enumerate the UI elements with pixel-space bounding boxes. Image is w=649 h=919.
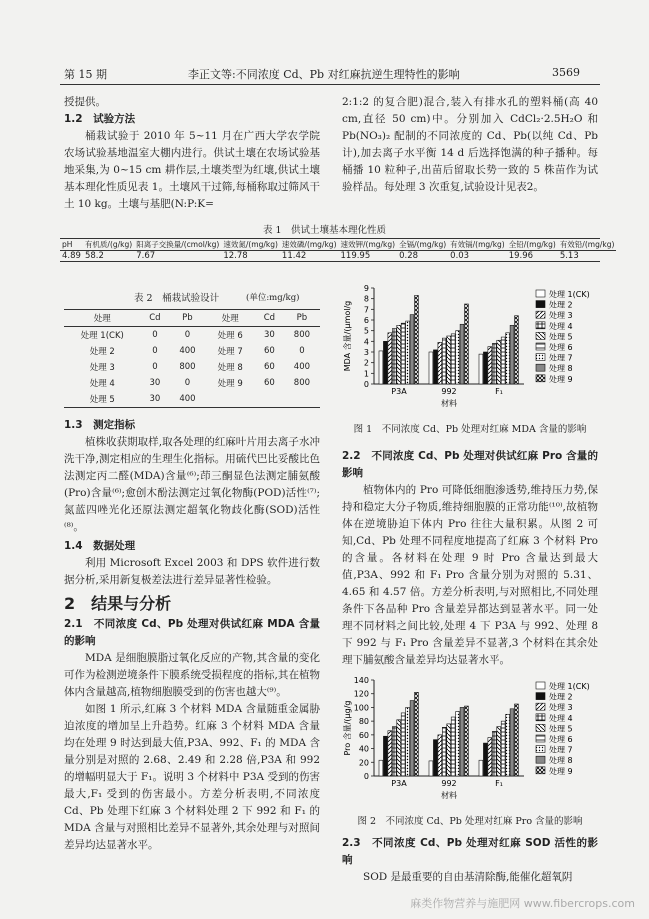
bar: [515, 316, 519, 384]
bar: [415, 692, 419, 776]
y-tick-label: 120: [353, 689, 369, 699]
bar: [397, 720, 401, 776]
legend-swatch: [536, 714, 545, 721]
section-1-3-title: 1.3 测定指标: [64, 419, 136, 431]
bar: [451, 334, 455, 384]
table1-header-cell: 速效氮/(mg/kg): [223, 240, 278, 249]
table2-cell: 处理 5: [89, 395, 115, 405]
table2-cell: 0: [152, 362, 158, 372]
table1-value-cell: 11.42: [281, 251, 307, 261]
bar: [438, 735, 442, 776]
bar: [501, 337, 505, 384]
y-tick-label: 60: [358, 730, 369, 740]
bar: [492, 731, 496, 776]
left-column-top: [64, 94, 320, 213]
legend-label: 处理 5: [549, 332, 573, 342]
bar: [433, 350, 437, 384]
section-2-2-title: 2.2 不同浓度 Cd、Pb 处理对供试红麻 Pro 含量的影响: [342, 450, 598, 479]
bar: [383, 736, 387, 776]
bar: [456, 331, 460, 384]
table2-unit: (单位:mg/kg): [246, 293, 300, 303]
legend-label: 处理 6: [549, 343, 573, 352]
bar: [406, 707, 410, 776]
bar: [488, 738, 492, 776]
table1-header-cell: 速效磷/(mg/kg): [281, 240, 337, 249]
paragraph: 利用 Microsoft Excel 2003 和 DPS 软件进行数据分析,采用新复极差法进行差异显著性检验。: [64, 557, 320, 586]
table2-cell: 处理 6: [217, 331, 243, 341]
table1-value-cell: 58.2: [84, 251, 104, 261]
table2-cell: 处理 9: [217, 379, 243, 389]
y-tick-label: 6: [363, 316, 369, 325]
legend-label: 处理 8: [549, 756, 573, 766]
figure1-caption: 图 1 不同浓度 Cd、Pb 处理对红麻 MDA 含量的影响: [353, 424, 587, 435]
table1-value-cell: 0.28: [399, 251, 419, 261]
table2-header-cell: Cd: [255, 310, 284, 327]
bar: [465, 706, 469, 776]
table2-cell: 0: [152, 330, 158, 340]
section-1-2-title: 1.2 试验方法: [64, 113, 136, 125]
table2-row: [64, 343, 320, 359]
paragraph: 2:1:2 的复合肥)混合,装入有排水孔的塑料桶(高 40 cm,直径 50 cm)中。分别加入 CdCl₂·2.5H₂O 和 Pb(NO₃)₂ 配制的不同浓度的 Cd、Pb(以纯 Cd、Pb 计),加去离子水平衡 14 d 后选择饱满的种子播种。每桶播 10 粒种子,出苗后留取长势一致的 5 株苗作为试验样品。每处理 3 次重复,试验设计见表2。: [342, 96, 598, 193]
table2-cell: 处理 4: [89, 379, 115, 389]
left-column-middle: [64, 417, 320, 854]
legend-label: 处理 8: [549, 364, 573, 374]
bar: [497, 340, 501, 384]
legend-swatch: [536, 767, 545, 774]
figure2-caption: 图 2 不同浓度 Cd、Pb 处理对红麻 Pro 含量的影响: [357, 816, 583, 827]
x-tick-label: 992: [441, 779, 457, 788]
paragraph: 授提供。: [64, 96, 106, 108]
bar: [379, 760, 383, 776]
y-tick-label: 8: [363, 294, 369, 304]
legend-swatch: [536, 354, 545, 361]
legend-swatch: [536, 735, 545, 742]
table1-header-cell: 速效钾/(mg/kg): [340, 240, 396, 249]
legend-label: 处理 2: [549, 300, 573, 310]
bar: [483, 743, 487, 776]
table2-cell: 0: [299, 346, 305, 356]
y-tick-label: 1: [363, 369, 369, 379]
table2-cell: 800: [293, 330, 311, 340]
bar: [401, 713, 405, 776]
paragraph: MDA 是细胞膜脂过氧化反应的产物,其含量的变化可作为检测逆境条件下膜系统受损程度的指标,其在植物体内含量越高,植物细胞膜受到的伤害也越大⁽⁹⁾。: [64, 652, 320, 698]
x-tick-label: F₁: [495, 387, 503, 396]
x-tick-label: F₁: [495, 779, 503, 788]
bar: [410, 315, 414, 384]
table2-header-cell: Cd: [141, 310, 170, 327]
bar: [388, 731, 392, 776]
bar: [429, 761, 433, 776]
bar: [410, 701, 414, 776]
table1-value-cell: 4.89: [62, 251, 81, 261]
x-tick-label: P3A: [391, 387, 407, 396]
table2-header-cell: 处理: [206, 310, 255, 327]
x-axis-label: 材料: [441, 399, 457, 408]
bar: [433, 740, 437, 776]
legend-swatch: [536, 693, 545, 700]
bar: [460, 324, 464, 384]
table1-header-cell: 全铅/(mg/kg): [508, 240, 556, 249]
right-column-top: [342, 94, 598, 196]
header-title: 李正文等:不同浓度 Cd、Pb 对红麻抗逆生理特性的影响: [188, 68, 460, 81]
table1: [60, 238, 615, 262]
bar: [451, 717, 455, 776]
bar: [447, 336, 451, 384]
section-1-4-title: 1.4 数据处理: [64, 540, 136, 552]
bar: [488, 347, 492, 384]
legend-swatch: [536, 746, 545, 753]
y-tick-label: 0: [363, 380, 369, 389]
legend-swatch: [536, 682, 545, 689]
bar: [442, 338, 446, 384]
y-tick-label: 140: [353, 676, 369, 685]
y-tick-label: 0: [363, 772, 369, 781]
y-tick-label: 7: [363, 305, 369, 315]
legend-swatch: [536, 290, 545, 297]
bar: [479, 760, 483, 776]
bar: [379, 351, 383, 384]
table2-cell: [255, 391, 284, 407]
right-column-middle: [342, 448, 598, 669]
paragraph: 桶栽试验于 2010 年 5~11 月在广西大学农学院农场试验基地温室大棚内进行。供试土壤在农场试验基地采集,为 0~15 cm 耕作层,土壤类型为红壤,供试土壤基本理化性质见表 1。土壤风干过筛,每桶称取过筛风干土 10 kg。土壤与基肥(N:P:K=: [64, 130, 320, 210]
table1-value-cell: 19.96: [508, 251, 534, 261]
table2-cell: 800: [293, 378, 311, 388]
table1-header-cell: 全镉/(mg/kg): [399, 240, 447, 249]
legend-label: 处理 9: [549, 374, 573, 384]
section-2-1-title: 2.1 不同浓度 Cd、Pb 处理对供试红麻 MDA 含量的影响: [64, 618, 320, 647]
legend-label: 处理 2: [549, 692, 573, 702]
table2-cell: 处理 1(CK): [80, 331, 124, 341]
bar: [392, 727, 396, 776]
bar: [456, 712, 460, 776]
legend-label: 处理 7: [549, 353, 573, 363]
legend-label: 处理 3: [549, 311, 573, 321]
x-tick-label: P3A: [391, 779, 407, 788]
table2-row: [64, 359, 320, 375]
legend-swatch: [536, 375, 545, 382]
legend-swatch: [536, 756, 545, 763]
table2-cell: 800: [179, 362, 196, 372]
table2-cell: 60: [263, 362, 275, 372]
table2: [64, 309, 320, 408]
bar: [510, 709, 514, 776]
figure2-chart: [340, 674, 602, 806]
table2-caption: 表 2 桶栽试验设计: [134, 293, 220, 304]
bar: [401, 323, 405, 384]
legend-swatch: [536, 301, 545, 308]
legend-label: 处理 1(CK): [549, 290, 590, 299]
y-tick-label: 20: [358, 758, 369, 768]
right-column-bottom: [342, 835, 598, 886]
legend-label: 处理 5: [549, 724, 573, 734]
header-issue: 第 15 期: [64, 68, 107, 81]
bar: [497, 727, 501, 776]
bar: [406, 321, 410, 384]
paragraph: 植株收获期取样,取各处理的红麻叶片用去离子水冲洗干净,测定相应的生理生化指标。用硫代巴比妥酸比色法测定丙二醛(MDA)含量⁽⁶⁾;茚三酮显色法测定脯氨酸(Pro)含量⁽⁶⁾;愈创木酚法测定过氧化物酶(POD)活性⁽⁷⁾;氮蓝四唑光化还原法测定超氧化物歧化酶(SOD)活性⁽⁸⁾。: [64, 436, 320, 533]
table1-header-cell: 阳离子交换量/(cmol/kg): [136, 240, 220, 249]
table1-header-cell: 有效镉/(mg/kg): [450, 240, 505, 249]
table2-header-cell: Pb: [284, 310, 320, 327]
y-tick-label: 9: [363, 284, 369, 293]
section-2-title: 2 结果与分析: [64, 594, 172, 613]
table2-cell: 0: [184, 330, 191, 340]
table1-header-cell: 有机质/(g/kg): [84, 240, 133, 249]
table2-cell: 30: [149, 378, 161, 388]
legend-swatch: [536, 311, 545, 318]
legend-label: 处理 3: [549, 703, 573, 713]
header-page-number: 3569: [552, 66, 580, 79]
legend-swatch: [536, 332, 545, 339]
legend-swatch: [536, 322, 545, 329]
table2-row: [64, 375, 320, 391]
bar: [392, 329, 396, 384]
table2-header-cell: 处理: [64, 310, 141, 327]
y-axis-label: Pro 含量/(μg/g: [343, 700, 352, 756]
legend-swatch: [536, 724, 545, 731]
legend-label: 处理 7: [549, 745, 573, 755]
table1-value-cell: 7.67: [136, 251, 156, 261]
y-tick-label: 3: [363, 348, 369, 357]
y-tick-label: 5: [363, 326, 369, 336]
legend-label: 处理 1(CK): [549, 682, 590, 691]
table1-value-cell: 5.13: [559, 251, 579, 261]
table2-cell: 60: [263, 346, 275, 356]
legend-label: 处理 6: [549, 735, 573, 744]
bar: [501, 721, 505, 776]
bar: [506, 333, 510, 384]
table1-caption: 表 1 供试土壤基本理化性质: [262, 225, 387, 236]
legend-swatch: [536, 364, 545, 371]
table2-cell: 30: [149, 394, 161, 404]
bar: [492, 343, 496, 384]
bar: [510, 325, 514, 384]
y-axis-label: MDA 含量/(μmol/g: [343, 300, 352, 372]
table2-row: [64, 391, 320, 407]
y-tick-label: 100: [353, 703, 369, 713]
legend-label: 处理 4: [549, 321, 573, 331]
bar: [483, 352, 487, 384]
bar: [515, 704, 519, 776]
bar: [442, 727, 446, 776]
bar: [415, 295, 419, 384]
figure1-chart: [340, 282, 602, 414]
table2-cell: 30: [263, 330, 275, 340]
table2-cell: 400: [179, 346, 196, 356]
paragraph: SOD 是最重要的自由基清除酶,能催化超氧阴: [363, 871, 573, 883]
bar: [429, 352, 433, 384]
legend-label: 处理 4: [549, 713, 573, 723]
bar: [397, 325, 401, 384]
header-rule: [60, 84, 600, 85]
legend-swatch: [536, 343, 545, 350]
table2-cell: 处理 8: [217, 363, 243, 373]
legend-label: 处理 9: [549, 766, 573, 776]
table2-cell: 处理 3: [89, 363, 115, 373]
legend-swatch: [536, 703, 545, 710]
bar: [388, 333, 392, 384]
table2-cell: [284, 391, 320, 407]
table1-value-cell: 12.78: [223, 251, 248, 261]
bar: [506, 714, 510, 776]
y-tick-label: 40: [358, 744, 369, 754]
x-tick-label: 992: [441, 387, 457, 396]
bar: [438, 342, 442, 384]
table1-value-cell: 0.03: [450, 251, 470, 261]
table2-cell: 400: [179, 394, 196, 404]
section-2-3-title: 2.3 不同浓度 Cd、Pb 处理对红麻 SOD 活性的影响: [342, 837, 598, 866]
y-tick-label: 2: [363, 358, 369, 368]
table1-header-cell: pH: [60, 239, 83, 251]
table2-row: [64, 327, 320, 344]
watermark: 麻类作物营养与施肥网 www.fibercrops.com: [410, 897, 635, 910]
table2-cell: 60: [263, 378, 275, 388]
table2-cell: 0: [152, 346, 158, 356]
paragraph: 植物体内的 Pro 可降低细胞渗透势,维持压力势,保持和稳定大分子物质,维持细胞膜的正常功能⁽¹⁰⁾,故植物体在逆境胁迫下体内 Pro 往往大量积累。从图 2 可知,Cd、Pb 处理不同程度地提高了红麻 3 个材料 Pro 的含量。各材料在处理 9 时 Pro 含量达到最大值,P3A、992 和 F₁ Pro 含量分别为对照的 5.31、4.65 和 4.57 倍。方差分析表明,与对照相比,不同处理条件下各品种 Pro 含量差异都达到显著水平。同一处理不同材料之间比较,处理 4 下 P3A 与 992、处理 8 下 992 与 F₁ Pro 含量差异不显著,3 个材料在其余处理下脯氨酸含量差异均达显著水平。: [342, 484, 598, 666]
table2-header-cell: Pb: [169, 310, 205, 327]
y-tick-label: 4: [363, 337, 369, 347]
table2-cell: 处理 2: [89, 347, 115, 357]
bar: [465, 304, 469, 384]
bar: [383, 341, 387, 384]
bar: [479, 354, 483, 384]
bar: [460, 707, 464, 776]
bar: [447, 724, 451, 776]
y-tick-label: 80: [358, 717, 369, 727]
paragraph: 如图 1 所示,红麻 3 个材料 MDA 含量随重金属胁迫浓度的增加呈上升趋势。红麻 3 个材料 MDA 含量均在处理 9 时达到最大值,P3A、992、F₁ 的 MDA 含量分别是对照的 2.68、2.49 和 2.28 倍,P3A 和 992 的增幅明显大于 F₁。说明 3 个材料中 P3A 受到的伤害最大,F₁ 受到的伤害最小。方差分析表明,不同浓度 Cd、Pb 处理下红麻 3 个材料处理 2 下 992 和 F₁ 的 MDA 含量与对照相比差异不显著外,其余处理与对照间差异均达显著水平。: [64, 703, 320, 851]
x-axis-label: 材料: [441, 791, 457, 800]
table1-value-cell: 119.95: [340, 251, 371, 261]
table2-cell: 400: [293, 362, 311, 372]
table2-cell: 0: [184, 378, 191, 388]
table2-cell: [206, 391, 255, 407]
table2-cell: 处理 7: [217, 347, 243, 357]
table1-header-cell: 有效铅/(mg/kg): [559, 240, 615, 249]
